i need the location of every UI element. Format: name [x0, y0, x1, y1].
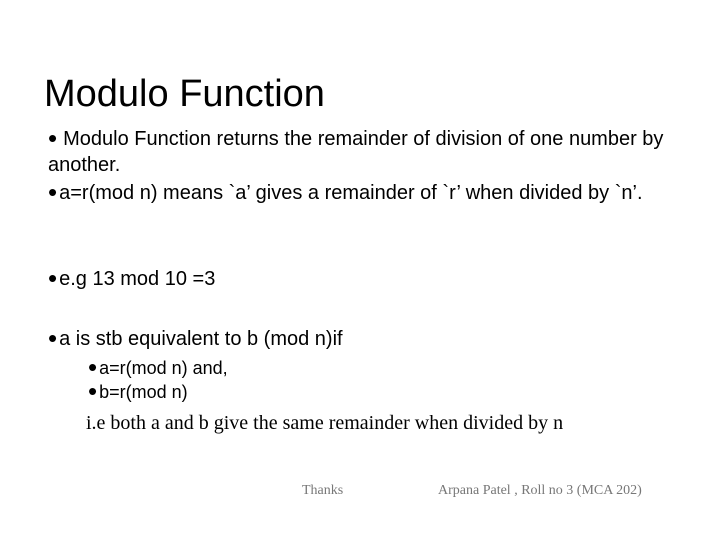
bullet-item	[48, 263, 688, 293]
bullet-text: a is stb equivalent to b (mod n)if	[59, 328, 343, 350]
bullet-dot-icon: •	[48, 263, 58, 293]
footer-right: Arpana Patel , Roll no 3 (MCA 202)	[438, 483, 642, 498]
bullet-text: e.g 13 mod 10 =3	[59, 268, 216, 290]
bullet-dot-icon: •	[88, 376, 98, 406]
sub-bullet-item	[88, 352, 688, 382]
bullet-dot-icon: •	[88, 352, 98, 382]
footer-left: Thanks	[302, 483, 344, 498]
sub-bullet-text: b=r(mod n)	[99, 382, 188, 402]
bullet-text: Modulo Function returns the remainder of division of one number by another.	[48, 128, 664, 176]
bullet-text: a=r(mod n) means `a’ gives a remainder of `r’ when divided by `n’.	[59, 182, 643, 204]
sub-bullet-item	[88, 376, 688, 406]
bullet-dot-icon: •	[48, 177, 58, 207]
explanation-note: i.e both a and b give the same remainder when divided by n	[86, 412, 564, 434]
bullet-dot-icon: •	[48, 323, 58, 353]
bullet-item	[48, 123, 688, 178]
bullet-item	[48, 177, 688, 207]
slide-title: Modulo Function	[44, 73, 325, 115]
bullet-dot-icon: •	[48, 123, 58, 153]
bullet-item	[48, 323, 688, 353]
sub-bullet-text: a=r(mod n) and,	[99, 358, 228, 378]
